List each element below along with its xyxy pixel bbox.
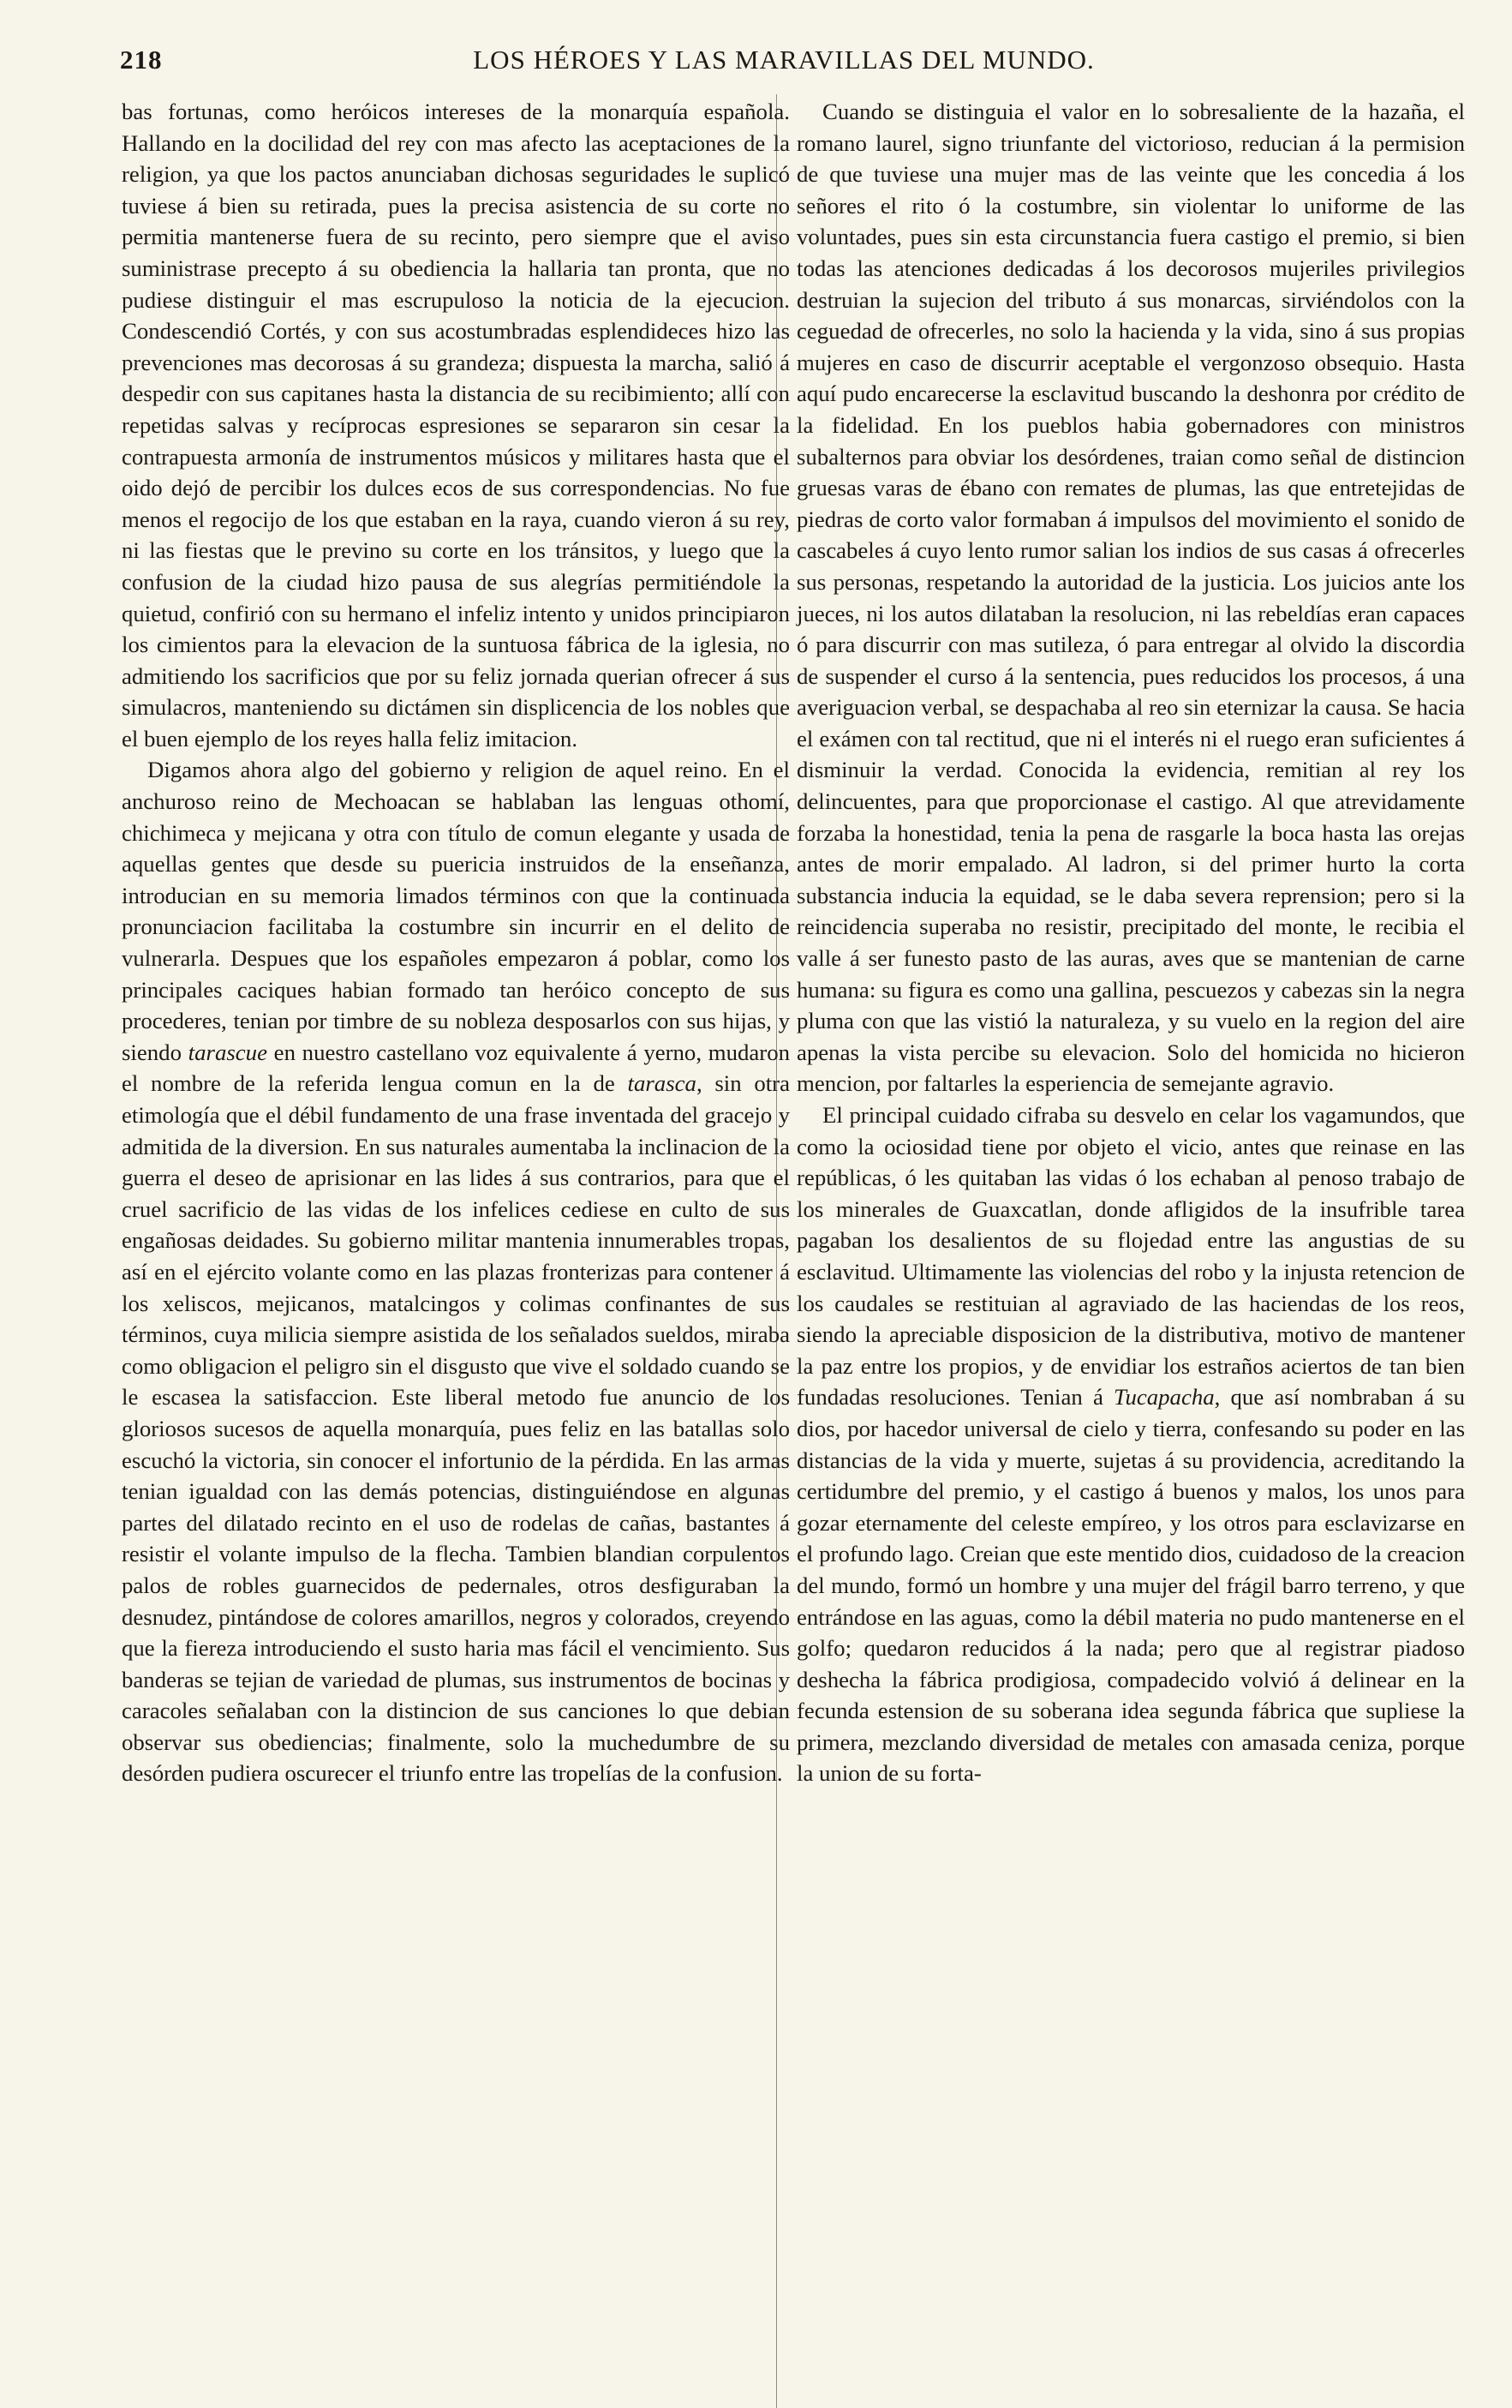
column-rule (776, 94, 777, 2408)
right-paragraph-1: Cuando se distinguia el valor en lo sobresaliente de la hazaña, el romano laurel, signo triunfante del victorioso, reducian á la permision de que tuviese una mujer mas de las veinte que les concedia á los señores el rito ó la costumbre, sin violentar lo uniforme de las voluntades, pues sin esta circunstancia fuera castigo el premio, si bien todas las atenciones dedicadas á los decorosos mujeriles privilegios destruian la sujecion del tributo á sus monarcas, sirviéndolos con la ceguedad de ofrecerles, no solo la hacienda y la vida, sino á sus propias mujeres en caso de discurrir aceptable el vergonzoso obsequio. Hasta aquí pudo encarecerse la esclavitud buscando la deshonra por crédito de la fidelidad. En los pueblos habia gobernadores con ministros subalternos para obviar los desórdenes, traian como señal de distincion gruesas varas de ébano con remates de plumas, las que entretejidas de piedras de corto valor formaban á impulsos del movimiento el sonido de cascabeles á cuyo lento rumor salian los indios de sus casas á ofrecerles sus personas, respetando la autoridad de la justicia. Los juicios ante los jueces, ni los autos dilataban la resolucion, ni las rebeldías eran capaces ó para discurrir con mas sutileza, ó para entregar al olvido la discordia de suspender el curso á la sentencia, pues reducidos los procesos, á una averiguacion verbal, se despachaba al reo sin eternizar la causa. Se hacia el exámen con tal rectitud, que ni el interés ni el ruego eran suficientes á disminuir la verdad. Conocida la evidencia, remitian al rey los delincuentes, para que proporcionase el castigo. Al que atrevidamente forzaba la honestidad, tenia la pena de rasgarle la boca hasta las orejas antes de morir empalado. Al ladron, si del primer hurto la corta substancia inducia la equidad, se le daba severa reprension; pero si la reincidencia superaba no resistir, precipitado del monte, le recibia el valle á ser funesto pasto de las auras, aves que se mantenian de carne humana: su figura es como una gallina, pescuezos y cabezas sin la negra pluma con que las vistió la naturaleza, y su vuelo en la region del aire apenas la vista percibe su elevacion. Solo del homicida no hicieron mencion, por faltarles la esperiencia de semejante agravio. (797, 99, 1465, 1097)
left-paragraph-1: bas fortunas, como heróicos intereses de la monarquía española. Hallando en la docilidad del rey con mas afecto las aceptaciones de la religion, ya que los pactos anunciaban dichosas seguridades le suplicó tuviese á bien su retirada, pues la precisa asistencia de su corte no permitia mantenerse fuera de su recinto, pero siempre que el aviso suministrase precepto á su obediencia la hallaria tan pronta, que no pudiese distinguir el mas escrupuloso la noticia de la ejecucion. Condescendió Cortés, y con sus acostumbradas esplendideces hizo las prevenciones mas decorosas á su grandeza; dispuesta la marcha, salió á despedir con sus capitanes hasta la distancia de su recibimiento; allí con repetidas salvas y recíprocas espresiones se separaron sin cesar la contrapuesta armonía de instrumentos músicos y militares hasta que el oido dejó de percibir los dulces ecos de sus correspondencias. No fue menos el regocijo de los que estaban en la raya, cuando vieron á su rey, ni las fiestas que le previno su corte en los tránsitos, y luego que la confusion de la ciudad hizo pausa de sus alegrías permitiéndole la quietud, confirió con su hermano el infeliz intento y unidos principiaron los cimientos para la elevacion de la suntuosa fábrica de la iglesia, no admitiendo los sacrificios que por su feliz jornada querian ofrecer á sus simulacros, manteniendo su dictámen sin displicencia de los nobles que el buen ejemplo de los reyes halla feliz imitacion. (122, 99, 790, 752)
left-paragraph-2 (122, 754, 790, 1789)
right-paragraph-2-part-a: El principal cuidado cifraba su desvelo en celar los vagamundos, que como la ociosidad tiene por objeto el vicio, antes que reinase en las repúblicas, ó les quitaban las vidas ó los echaban al penoso trabajo de los minerales de Guaxcatlan, donde afligidos de la insufrible tarea pagaban los desalientos de su flojedad entre las angustias de su esclavitud. Ultimamente las violencias del robo y la injusta retencion de los caudales se restituian al agraviado de las haciendas de los reos, siendo la apreciable disposicion de la distributiva, motivo de mantener la paz entre los propios, y de envidiar los estraños aciertos de tan bien fundadas resoluciones. Tenian á (797, 1102, 1465, 1411)
running-title: LOS HÉROES Y LAS MARAVILLAS DEL MUNDO. (473, 45, 1095, 75)
left-paragraph-2-part-a: Digamos ahora algo del gobierno y religion de aquel reino. En el anchuroso reino de Mechoacan se hablaban las lenguas othomí, chichimeca y mejicana y otra con título de comun elegante y usada de aquellas gentes que desde su puericia instruidos de la enseñanza, introducian en su memoria limados términos con que la continuada pronunciacion facilitaba la costumbre sin incurrir en el delito de vulnerarla. Despues que los españoles empezaron á poblar, como los principales caciques habian formado tan heróico concepto de sus procederes, tenian por timbre de su nobleza desposarlos con sus hijas, y siendo (122, 757, 790, 1065)
left-column (122, 96, 790, 1789)
right-column (797, 96, 1465, 1789)
term-tucapacha: Tucapacha (1114, 1384, 1215, 1411)
right-paragraph-2-part-b: , que así nombraban á su dios, por hacedor universal de cielo y tierra, confesando su poder en las distancias de la vida y muerte, sujetas á su providencia, acreditando la certidumbre del premio, y el castigo á buenos y malos, los unos para gozar eternamente del celeste empíreo, y los otros para esclavizarse en el profundo lago. Creian que este mentido dios, cuidadoso de la creacion del mundo, formó un hombre y una mujer del frágil barro terreno, y que entrándose en las aguas, como la débil materia no pudo mantenerse en el golfo; quedaron reducidos á la nada; pero que al registrar piadoso deshecha la fábrica prodigiosa, compadecido volvió á delinear en la fecunda estension de su soberana idea segunda fábrica que supliese la primera, mezclando diversidad de metales con amasada ceniza, porque la union de su forta- (797, 1384, 1465, 1787)
term-tarasca: tarasca (627, 1070, 696, 1097)
page-header (120, 45, 1448, 87)
right-paragraph-2 (797, 1099, 1465, 1789)
left-paragraph-2-part-c: , sin otra etimología que el débil fundamento de una frase inventada del gracejo y admitida de la diversion. En sus naturales aumentaba la inclinacion de la guerra el deseo de aprisionar en las lides á sus contrarios, para que el cruel sacrificio de las vidas de los infelices cediese en culto de sus engañosas deidades. Su gobierno militar mantenia innumerables tropas, así en el ejército volante como en las plazas fronterizas para contener á los xeliscos, mejicanos, matalcingos y colimas confinantes de sus términos, cuya milicia siempre asistida de los señalados sueldos, miraba como obligacion el peligro sin el disgusto que vive el soldado cuando se le escasea la satisfaccion. Este liberal metodo fue anuncio de los gloriosos sucesos de aquella monarquía, pues feliz en las batallas solo escuchó la victoria, sin conocer el infortunio de la pérdida. En las armas tenian igualdad con las demás potencias, distinguiéndose en algunas partes del dilatado recinto en el uso de rodelas de cañas, bastantes á resistir el volante impulso de la flecha. Tambien blandian corpulentos palos de robles guarnecidos de pedernales, otros desfiguraban la desnudez, pintándose de colores amarillos, negros y colorados, creyendo que la fiereza introduciendo el susto haria mas fácil el vencimiento. Sus banderas se tejian de variedad de plumas, sus instrumentos de bocinas y caracoles señalaban con la distincion de sus canciones lo que debian observar sus obediencias; finalmente, solo la muchedumbre de su desórden pudiera oscurecer el triunfo entre las tropelías de la confusion. (122, 1070, 790, 1787)
page-number: 218 (120, 45, 163, 75)
left-paragraph-2-part-b: en nuestro castellano voz equivalente á yerno, mudaron el nombre de la referida lengua comun en la de (122, 1039, 790, 1097)
term-tarascue: tarascue (188, 1039, 267, 1065)
